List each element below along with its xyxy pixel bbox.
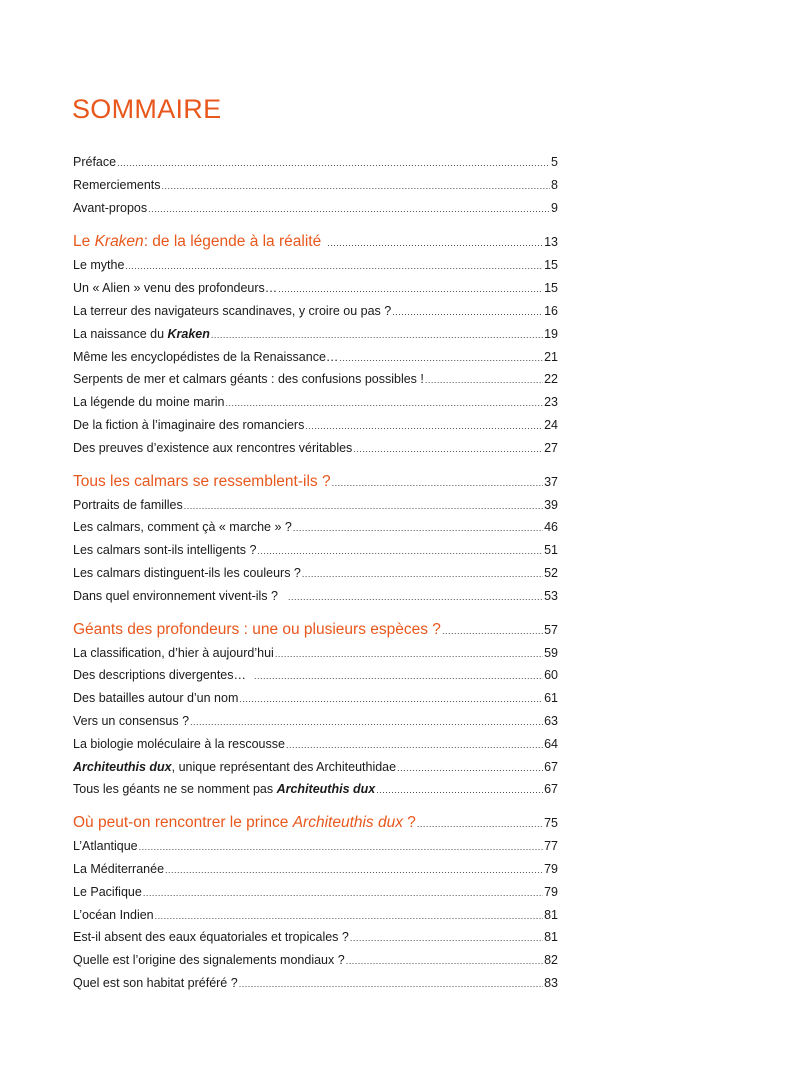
toc-entry-page: 61	[544, 691, 558, 706]
toc-entry-label: La légende du moine marin	[73, 395, 225, 410]
toc-entry-page: 8	[551, 177, 558, 192]
toc-entry[interactable]	[73, 369, 558, 392]
toc-entry-label: Quel est son habitat préféré ?	[73, 975, 238, 990]
table-of-contents	[73, 152, 558, 996]
chapter-heading-3[interactable]	[73, 618, 558, 643]
chapter-heading-1[interactable]	[73, 230, 558, 255]
toc-entry-preface[interactable]	[73, 152, 558, 175]
chapter-heading-4[interactable]	[73, 811, 558, 836]
toc-entry-label: Est-il absent des eaux équatoriales et tropicales ?	[73, 930, 349, 945]
toc-entry[interactable]	[73, 836, 558, 859]
toc-entry-label: L’Atlantique	[73, 839, 138, 854]
chapter-page: 57	[544, 622, 558, 637]
toc-entry-label: Même les encyclopédistes de la Renaissance…	[73, 349, 339, 364]
toc-entry-label: Un « Alien » venu des profondeurs…	[73, 281, 278, 296]
chapter-page: 13	[544, 235, 558, 250]
toc-entry[interactable]	[73, 973, 558, 996]
toc-entry-page: 5	[551, 155, 558, 169]
toc-entry-page: 39	[544, 497, 558, 512]
chapter-page: 75	[544, 816, 558, 831]
toc-entry-label: Serpents de mer et calmars géants : des confusions possibles !	[73, 372, 424, 387]
chapter-title: Où peut-on rencontrer le prince Architeuthis dux ?	[73, 814, 416, 832]
toc-entry-label: Tous les géants ne se nomment pas Architeuthis dux	[73, 782, 376, 797]
toc-entry-label: La naissance du Kraken	[73, 326, 210, 341]
toc-entry-label: Dans quel environnement vivent-ils ?	[73, 588, 278, 603]
toc-entry-page: 83	[544, 975, 558, 990]
toc-entry-page: 23	[544, 395, 558, 410]
toc-entry-label: Vers un consensus ?	[73, 713, 190, 728]
toc-entry-label: Quelle est l’origine des signalements mondiaux ?	[73, 953, 345, 968]
toc-entry-page: 9	[551, 200, 558, 215]
toc-entry[interactable]	[73, 301, 558, 324]
toc-entry[interactable]	[73, 278, 558, 301]
toc-entry-page: 81	[544, 907, 558, 922]
toc-entry-page: 24	[544, 417, 558, 432]
chapter-heading-2[interactable]	[73, 470, 558, 495]
toc-entry-avant-propos[interactable]	[73, 198, 558, 221]
toc-entry[interactable]	[73, 495, 558, 518]
toc-entry-label: Des preuves d’existence aux rencontres véritables	[73, 440, 353, 455]
page-title: SOMMAIRE	[72, 94, 222, 124]
toc-entry-label: De la fiction à l’imaginaire des romanciers	[73, 417, 305, 432]
toc-entry[interactable]	[73, 882, 558, 905]
toc-entry-label: La Méditerranée	[73, 861, 165, 876]
toc-entry-page: 81	[544, 930, 558, 945]
toc-entry-page: 77	[544, 839, 558, 854]
toc-entry[interactable]	[73, 905, 558, 928]
toc-entry-page: 52	[544, 565, 558, 580]
toc-entry-page: 79	[544, 884, 558, 899]
toc-entry[interactable]	[73, 665, 558, 688]
toc-entry[interactable]	[73, 734, 558, 757]
toc-entry-page: 21	[544, 349, 558, 364]
chapter-title: Géants des profondeurs : une ou plusieurs espèces ?	[73, 620, 441, 638]
toc-entry-page: 15	[544, 281, 558, 296]
toc-entry-label: La terreur des navigateurs scandinaves, y croire ou pas ?	[73, 303, 392, 318]
toc-entry-label: Remerciements	[73, 177, 161, 192]
toc-entry-label: Les calmars sont-ils intelligents ?	[73, 543, 257, 558]
toc-entry[interactable]	[73, 255, 558, 278]
toc-entry-label: Portraits de familles	[73, 497, 183, 512]
toc-entry[interactable]	[73, 927, 558, 950]
toc-entry-page: 19	[544, 326, 558, 341]
toc-entry[interactable]	[73, 324, 558, 347]
chapter-title: Tous les calmars se ressemblent-ils ?	[73, 472, 331, 490]
toc-entry[interactable]	[73, 643, 558, 666]
toc-entry[interactable]	[73, 438, 558, 461]
toc-entry-remerciements[interactable]	[73, 175, 558, 198]
toc-entry[interactable]	[73, 688, 558, 711]
toc-entry[interactable]	[73, 586, 558, 609]
toc-entry-label: Le mythe	[73, 258, 125, 273]
toc-entry-page: 22	[544, 372, 558, 387]
toc-entry[interactable]	[73, 347, 558, 370]
toc-entry-page: 46	[544, 520, 558, 535]
toc-entry-label: Le Pacifique	[73, 884, 142, 899]
toc-entry-label: La biologie moléculaire à la rescousse	[73, 736, 285, 751]
toc-entry[interactable]	[73, 415, 558, 438]
toc-entry-page: 15	[544, 258, 558, 273]
toc-entry[interactable]	[73, 859, 558, 882]
toc-entry-page: 53	[544, 588, 558, 603]
toc-entry-label: Les calmars distinguent-ils les couleurs ?	[73, 565, 301, 580]
toc-entry-page: 67	[544, 782, 558, 797]
toc-entry[interactable]	[73, 779, 558, 802]
toc-entry-label: Avant-propos	[73, 200, 148, 215]
toc-entry-page: 67	[544, 759, 558, 774]
chapter-title: Le Kraken: de la légende à la réalité	[73, 233, 322, 251]
toc-entry-label: Préface	[73, 155, 117, 169]
toc-entry-page: 27	[544, 440, 558, 455]
chapter-page: 37	[544, 474, 558, 489]
toc-entry[interactable]	[73, 711, 558, 734]
toc-entry-page: 63	[544, 713, 558, 728]
toc-entry-page: 59	[544, 645, 558, 660]
toc-entry[interactable]	[73, 950, 558, 973]
toc-entry-page: 51	[544, 543, 558, 558]
toc-entry[interactable]	[73, 392, 558, 415]
toc-entry-page: 64	[544, 736, 558, 751]
toc-entry-label: Des batailles autour d’un nom	[73, 691, 239, 706]
toc-entry[interactable]	[73, 563, 558, 586]
toc-entry[interactable]	[73, 757, 558, 780]
toc-entry-page: 16	[544, 303, 558, 318]
toc-entry-label: Architeuthis dux, unique représentant des Architeuthidae	[73, 759, 397, 774]
toc-entry-page: 60	[544, 668, 558, 683]
toc-entry-label: L’océan Indien	[73, 907, 154, 922]
toc-entry-label: Les calmars, comment çà « marche » ?	[73, 520, 292, 535]
toc-entry[interactable]	[73, 540, 558, 563]
toc-entry-page: 79	[544, 861, 558, 876]
toc-entry-page: 82	[544, 953, 558, 968]
toc-entry[interactable]	[73, 517, 558, 540]
toc-entry-label: La classification, d’hier à aujourd’hui	[73, 645, 274, 660]
toc-entry-label: Des descriptions divergentes…	[73, 668, 246, 683]
